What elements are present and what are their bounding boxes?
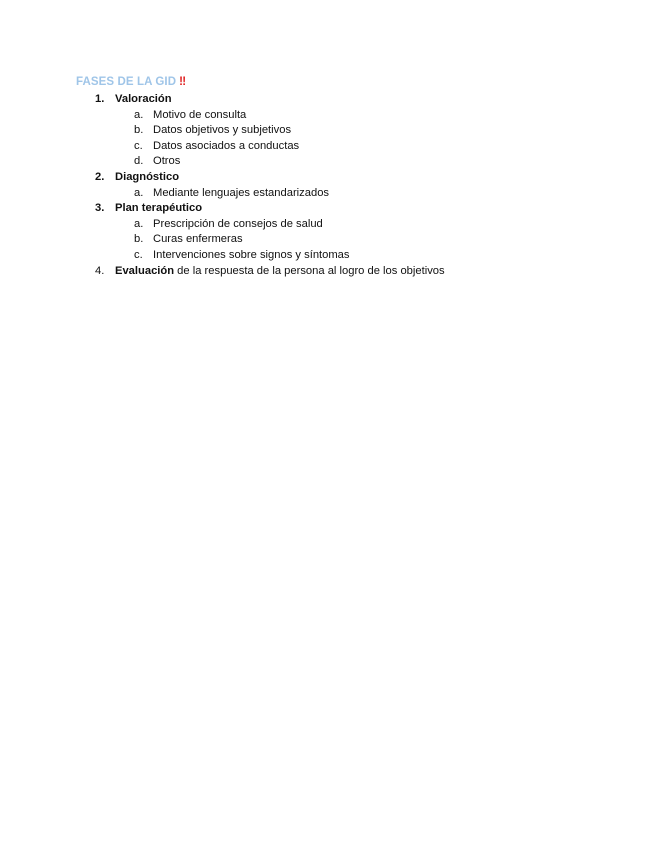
sub-item — [0, 186, 655, 202]
sub-item-letter: c. — [134, 139, 143, 152]
phase-label: Evaluación — [115, 264, 175, 277]
double-exclamation-icon: ‼ — [179, 76, 187, 88]
phase-label: Valoración — [115, 93, 172, 105]
phase-number: 3. — [95, 202, 105, 215]
sub-item-letter: a. — [134, 217, 144, 230]
sub-item-text: Datos objetivos y subjetivos — [153, 124, 292, 137]
sub-item-text: Datos asociados a conductas — [153, 139, 300, 152]
phase-item — [0, 170, 655, 186]
phase-description: de la respuesta de la persona al logro de los objetivos — [174, 264, 445, 277]
sub-item-letter: a. — [134, 186, 144, 199]
sub-item-letter: c. — [134, 248, 143, 261]
phase-text — [115, 201, 202, 217]
phase-number: 2. — [95, 170, 105, 183]
sub-item-letter: a. — [134, 108, 144, 121]
sub-item — [0, 139, 655, 155]
phase-item — [0, 201, 655, 217]
sub-item — [0, 123, 655, 139]
phase-text — [115, 264, 445, 280]
sub-item-letter: d. — [134, 155, 144, 168]
sub-item — [0, 232, 655, 248]
sub-item-text: Otros — [153, 155, 181, 168]
phase-number: 1. — [95, 93, 105, 105]
phase-label: Diagnóstico — [115, 170, 180, 183]
sub-item — [0, 108, 655, 124]
phase-item — [0, 264, 655, 280]
phase-item — [0, 92, 655, 108]
phase-text — [115, 170, 179, 186]
sub-item — [0, 154, 655, 170]
sub-item-letter: b. — [134, 233, 144, 246]
sub-item-text: Motivo de consulta — [153, 108, 247, 121]
sub-item-letter: b. — [134, 124, 144, 137]
sub-item — [0, 217, 655, 233]
title-text: FASES DE LA GID — [76, 76, 177, 88]
sub-item-text: Prescripción de consejos de salud — [153, 217, 323, 230]
sub-item — [0, 248, 655, 264]
phases-outline — [0, 92, 655, 279]
document-title — [76, 76, 186, 88]
sub-item-text: Curas enfermeras — [153, 233, 243, 246]
phase-label: Plan terapéutico — [115, 202, 203, 215]
sub-item-text: Mediante lenguajes estandarizados — [153, 186, 330, 199]
sub-item-text: Intervenciones sobre signos y síntomas — [153, 248, 350, 261]
phase-text — [115, 92, 172, 108]
phase-number: 4. — [95, 264, 105, 277]
